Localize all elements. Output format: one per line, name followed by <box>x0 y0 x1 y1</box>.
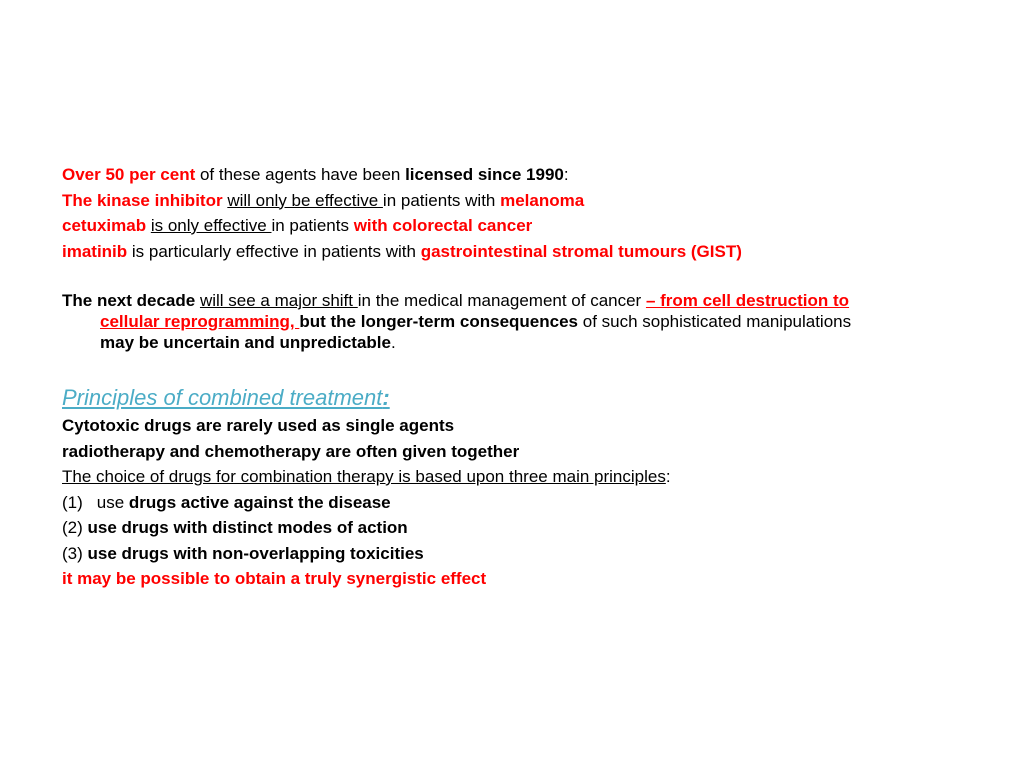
text-cellular-reprogramming: cellular reprogramming, <box>100 312 300 331</box>
text-cetuximab: cetuximab <box>62 216 147 235</box>
text-uncertain-unpredictable: may be uncertain and unpredictable <box>100 333 391 352</box>
heading-principles <box>62 383 962 413</box>
text-kinase-inhibitor: The kinase inhibitor <box>62 190 228 210</box>
text-in-patients: in patients <box>271 216 354 235</box>
agents-summary-block <box>62 162 962 264</box>
text-longer-term-consequences: but the longer-term consequences <box>299 312 579 331</box>
next-decade-block <box>62 290 962 353</box>
text-choice-of-drugs: The choice of drugs for combination therapy is based upon three main principles <box>62 467 666 486</box>
text-agents-licensed: of these agents have been <box>195 165 406 184</box>
line-next-decade <box>62 290 962 311</box>
text-colon: : <box>563 165 569 184</box>
line-kinase-inhibitor <box>62 188 962 214</box>
text-distinct-modes: use drugs with distinct modes of action <box>87 518 408 537</box>
heading-text: Principles of combined treatment <box>62 385 383 410</box>
text-non-overlapping-toxicities: use drugs with non-overlapping toxicities <box>87 543 424 563</box>
text-colorectal-cancer: with colorectal cancer <box>353 216 533 235</box>
text-use: use <box>96 492 129 512</box>
list-item-3 <box>62 541 962 567</box>
text-from-cell-destruction: – from cell destruction to <box>645 291 850 310</box>
list-number-2: (2) <box>62 518 88 537</box>
text-next-decade: The next decade <box>62 291 196 310</box>
combined-treatment-block <box>62 383 962 592</box>
text-imatinib: imatinib <box>62 241 128 261</box>
line-synergistic-effect: it may be possible to obtain a truly synergistic effect <box>62 569 487 588</box>
line-licensed <box>62 162 962 188</box>
text-is-only-effective: is only effective <box>150 216 272 235</box>
list-item-2 <box>62 515 962 541</box>
line-choice-of-drugs <box>62 464 962 490</box>
list-number-1: (1) <box>62 492 83 512</box>
list-item-1 <box>62 490 962 516</box>
text-over-50-per-cent: Over 50 per cent <box>62 165 196 184</box>
text-only-effective: will only be effective <box>227 190 383 210</box>
text-period: . <box>390 333 396 352</box>
text-colon-2: : <box>665 467 671 486</box>
text-particularly-effective: is particularly effective in patients with <box>127 241 421 261</box>
text-sophisticated-manipulations: of such sophisticated manipulations <box>578 312 852 331</box>
list-number-3: (3) <box>62 543 88 563</box>
line-imatinib <box>62 239 962 265</box>
line-cellular-reprogramming <box>62 311 962 332</box>
text-medical-management: in the medical management of cancer <box>357 291 646 310</box>
text-in-patients-with: in patients with <box>382 190 501 210</box>
line-cytotoxic-drugs: Cytotoxic drugs are rarely used as single agents <box>62 416 455 435</box>
text-licensed-since-1990: licensed since 1990 <box>405 165 564 184</box>
line-uncertain <box>62 332 962 353</box>
line-radiotherapy-chemotherapy: radiotherapy and chemotherapy are often given together <box>62 441 520 461</box>
line-cetuximab <box>62 213 962 239</box>
text-gist: gastrointestinal stromal tumours (GIST) <box>420 241 742 261</box>
text-drugs-active: drugs active against the disease <box>128 492 391 512</box>
text-major-shift: will see a major shift <box>199 291 358 310</box>
heading-colon: : <box>382 385 390 410</box>
text-melanoma: melanoma <box>500 190 585 210</box>
